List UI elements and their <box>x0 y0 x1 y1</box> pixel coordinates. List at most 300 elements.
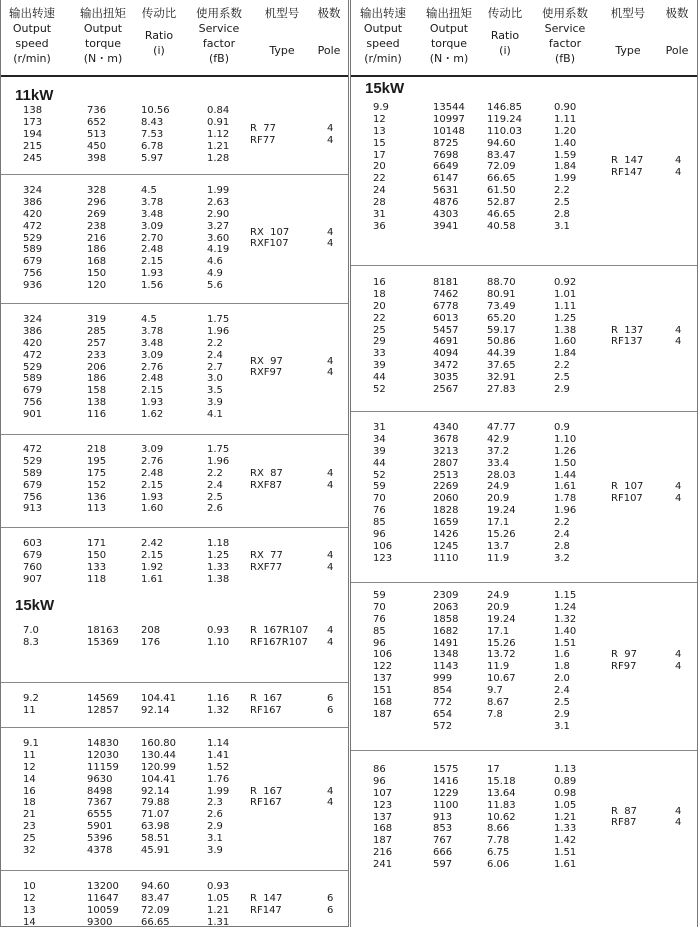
cell-value: 4 <box>327 549 334 561</box>
cell-value: 1.21 <box>207 904 230 916</box>
speed-column <box>373 102 389 233</box>
cell-value: 47.77 <box>487 422 516 433</box>
cell-value: 3.78 <box>141 325 164 337</box>
cell-value: 913 <box>23 503 43 515</box>
header-en: Output <box>83 22 123 35</box>
cell-value: 1.96 <box>207 325 230 337</box>
type-column <box>611 325 643 349</box>
power-heading: 11kW <box>15 87 54 104</box>
ratio-column <box>141 314 163 421</box>
cell-value: R 147 <box>250 892 283 904</box>
cell-value: 1.61 <box>554 859 577 871</box>
cell-value: 14569 <box>87 693 119 704</box>
cell-value: 2.76 <box>141 455 164 467</box>
service-factor-column <box>554 277 576 396</box>
cell-value: 216 <box>373 847 393 859</box>
cell-value: RXF87 <box>250 479 283 491</box>
cell-value: 8181 <box>433 277 459 288</box>
cell-value: 1.11 <box>554 300 577 312</box>
header-zh: 输出转速 <box>9 6 55 20</box>
cell-value: 22 <box>373 173 386 185</box>
pole-column <box>327 356 333 380</box>
service-factor-column <box>207 625 229 649</box>
cell-value: 1229 <box>433 787 459 799</box>
header-output-speed <box>353 6 413 66</box>
cell-value: 11 <box>23 749 36 761</box>
cell-value: 936 <box>23 280 43 292</box>
cell-value: 4 <box>327 134 334 146</box>
cell-value: 123 <box>373 552 393 564</box>
cell-value: 7.53 <box>141 128 164 140</box>
cell-value: 13 <box>373 125 386 137</box>
cell-value: 772 <box>433 697 453 709</box>
cell-value: 18 <box>373 288 386 300</box>
cell-value: 2.7 <box>207 361 223 373</box>
speed-column <box>23 444 42 515</box>
type-column <box>250 227 289 251</box>
cell-value: 1.33 <box>554 823 577 835</box>
cell-value: 4.1 <box>207 409 223 421</box>
cell-value: RF97 <box>611 661 637 673</box>
type-column <box>250 468 283 492</box>
table-section <box>351 751 697 931</box>
cell-value: 4 <box>675 805 682 817</box>
cell-value: 7367 <box>87 797 113 809</box>
header-en: Ratio <box>144 29 174 42</box>
cell-value: 7.0 <box>23 625 39 636</box>
cell-value: 0.84 <box>207 105 230 116</box>
cell-value: 113 <box>87 503 107 515</box>
cell-value: 96 <box>373 637 386 649</box>
header-zh: 使用系数 <box>542 6 588 20</box>
cell-value: 58.51 <box>141 833 170 845</box>
cell-value: 116 <box>87 409 107 421</box>
service-factor-column <box>207 693 229 717</box>
header-en: speed <box>366 37 400 50</box>
cell-value: 45.91 <box>141 845 170 857</box>
left-body <box>1 77 348 947</box>
header-output-torque <box>419 6 479 66</box>
type-column <box>611 806 637 830</box>
cell-value: 5396 <box>87 833 113 845</box>
cell-value: 11.9 <box>487 661 510 673</box>
cell-value: R 167R107 <box>250 624 309 636</box>
service-factor-column <box>207 185 229 292</box>
cell-value: 4 <box>327 122 334 134</box>
ratio-column <box>141 444 163 515</box>
cell-value: 2.42 <box>141 538 164 549</box>
cell-value: 1245 <box>433 540 459 552</box>
header-zh: 机型号 <box>610 6 646 20</box>
cell-value: 5.6 <box>207 280 223 292</box>
cell-value: R 167 <box>250 785 283 797</box>
cell-value: 5.97 <box>141 152 164 164</box>
cell-value: 136 <box>87 491 107 503</box>
cell-value: 529 <box>23 455 43 467</box>
cell-value: 19.24 <box>487 613 516 625</box>
ratio-column <box>141 693 176 717</box>
cell-value: 22 <box>373 312 386 324</box>
cell-value: 24.9 <box>487 481 510 493</box>
cell-value: 3.48 <box>141 337 164 349</box>
cell-value: 1.93 <box>141 491 164 503</box>
cell-value: 20.9 <box>487 493 510 505</box>
cell-value: 13.72 <box>487 649 516 661</box>
cell-value: 168 <box>373 823 393 835</box>
header-en: factor <box>548 37 582 50</box>
cell-value: 1.38 <box>207 573 230 585</box>
cell-value: 122 <box>373 661 393 673</box>
type-column <box>250 550 283 574</box>
cell-value: 3.48 <box>141 208 164 220</box>
cell-value: 24.9 <box>487 590 510 601</box>
cell-value: 0.90 <box>554 102 577 113</box>
cell-value: 1.92 <box>141 561 164 573</box>
cell-value: 1.12 <box>207 128 230 140</box>
cell-value: 4 <box>675 336 682 348</box>
cell-value: 216 <box>87 232 107 244</box>
cell-value: 16 <box>23 785 36 797</box>
cell-value: 138 <box>23 105 43 116</box>
cell-value: 1.28 <box>207 152 230 164</box>
cell-value: 44 <box>373 372 386 384</box>
cell-value: 2.4 <box>554 529 570 541</box>
cell-value: 80.91 <box>487 288 516 300</box>
header-zh: 传动比 <box>487 6 523 20</box>
table-section <box>351 77 697 266</box>
cell-value: 1143 <box>433 661 459 673</box>
cell-value: 5901 <box>87 821 113 833</box>
cell-value: 589 <box>23 244 43 256</box>
cell-value: RX 87 <box>250 467 283 479</box>
cell-value: 679 <box>23 549 43 561</box>
cell-value: 13.7 <box>487 540 510 552</box>
pole-column <box>675 481 681 505</box>
cell-value: 1.93 <box>141 397 164 409</box>
pole-column <box>327 227 333 251</box>
cell-value: 0.89 <box>554 775 577 787</box>
cell-value: 2.2 <box>554 517 570 529</box>
torque-column <box>87 185 106 292</box>
cell-value: 529 <box>23 361 43 373</box>
cell-value: 10059 <box>87 904 119 916</box>
header-zh: 机型号 <box>264 6 300 20</box>
cell-value: 9.7 <box>487 685 503 697</box>
cell-value: 2.6 <box>207 809 223 821</box>
cell-value: 10 <box>23 881 36 892</box>
cell-value: 1.40 <box>554 137 577 149</box>
cell-value: R 87 <box>611 805 638 817</box>
header-zh: 输出转速 <box>360 6 406 20</box>
cell-value: 14 <box>23 916 36 928</box>
cell-value: 61.50 <box>487 185 516 197</box>
cell-value: 94.60 <box>141 881 170 892</box>
cell-value: 760 <box>23 561 43 573</box>
cell-value: 119.24 <box>487 113 522 125</box>
cell-value: 106 <box>373 649 393 661</box>
cell-value: 1.56 <box>141 280 164 292</box>
cell-value: 4340 <box>433 422 459 433</box>
cell-value: 1.75 <box>207 444 230 455</box>
cell-value: 1.52 <box>207 761 230 773</box>
cell-value: 2.8 <box>554 540 570 552</box>
cell-value: 1659 <box>433 517 459 529</box>
torque-column <box>87 314 106 421</box>
cell-value: 25 <box>23 833 36 845</box>
cell-value: 9630 <box>87 773 113 785</box>
cell-value: 31 <box>373 422 386 433</box>
cell-value: R 97 <box>611 649 638 661</box>
cell-value: 386 <box>23 196 43 208</box>
power-heading: 15kW <box>15 597 55 614</box>
cell-value: 96 <box>373 775 386 787</box>
cell-value: 398 <box>87 152 107 164</box>
cell-value: 194 <box>23 128 43 140</box>
cell-value: 72.09 <box>141 904 170 916</box>
cell-value: 6649 <box>433 161 459 173</box>
cell-value: 10.56 <box>141 105 170 116</box>
header-en: (fB) <box>554 52 575 65</box>
torque-column <box>87 538 106 586</box>
cell-value: 59 <box>373 481 386 493</box>
header-en: (N・m) <box>429 52 469 65</box>
table-section <box>1 871 348 947</box>
cell-value: 14 <box>23 773 36 785</box>
cell-value: 4 <box>327 226 334 238</box>
cell-value: 269 <box>87 208 107 220</box>
pole-column <box>327 786 333 810</box>
cell-value: 472 <box>23 220 43 232</box>
cell-value: 4 <box>327 561 334 573</box>
cell-value: RF137 <box>611 336 643 348</box>
cell-value: 20 <box>373 300 386 312</box>
cell-value: 854 <box>433 685 453 697</box>
cell-value: 2.90 <box>207 208 230 220</box>
cell-value: 450 <box>87 140 107 152</box>
left-header <box>1 0 348 77</box>
cell-value: 4691 <box>433 336 459 348</box>
cell-value: 37.2 <box>487 445 510 457</box>
cell-value: 1.21 <box>554 811 577 823</box>
cell-value: 6.78 <box>141 140 164 152</box>
cell-value: 5457 <box>433 324 459 336</box>
cell-value: 4.5 <box>141 314 157 325</box>
ratio-column <box>141 881 170 929</box>
torque-column <box>433 764 458 871</box>
header-en: (r/min) <box>13 52 51 65</box>
cell-value: 679 <box>23 479 43 491</box>
cell-value: RF167R107 <box>250 636 308 648</box>
service-factor-column <box>207 538 229 586</box>
cell-value: RF147 <box>611 167 643 179</box>
cell-value: 3.1 <box>207 833 223 845</box>
cell-value: 66.65 <box>487 173 516 185</box>
cell-value: 9.9 <box>373 102 389 113</box>
cell-value: 28.03 <box>487 469 516 481</box>
cell-value: 66.65 <box>141 916 170 928</box>
cell-value: 36 <box>373 220 386 232</box>
cell-value: 1.93 <box>141 268 164 280</box>
table-section <box>1 435 348 528</box>
cell-value: 6147 <box>433 173 459 185</box>
cell-value: 2.48 <box>141 373 164 385</box>
cell-value: R 167 <box>250 692 283 704</box>
cell-value: 92.14 <box>141 785 170 797</box>
cell-value: 32 <box>23 845 36 857</box>
cell-value: 257 <box>87 337 107 349</box>
header-en: Output <box>429 22 469 35</box>
pole-column <box>327 693 333 717</box>
cell-value: 8.43 <box>141 116 164 128</box>
cell-value: 73.49 <box>487 300 516 312</box>
cell-value: 4876 <box>433 197 459 209</box>
pole-column <box>675 325 681 349</box>
cell-value: 1.31 <box>207 916 230 928</box>
cell-value: 1.60 <box>141 503 164 515</box>
cell-value: R 107 <box>611 481 644 493</box>
cell-value: 2.9 <box>554 384 570 396</box>
cell-value: 16 <box>373 277 386 288</box>
header-en: Output <box>363 22 403 35</box>
cell-value: 2.3 <box>207 797 223 809</box>
cell-value: 2.5 <box>207 491 223 503</box>
cell-value: 106 <box>373 540 393 552</box>
cell-value: 8.3 <box>23 636 39 648</box>
cell-value: 4 <box>327 367 334 379</box>
cell-value: 2.5 <box>554 197 570 209</box>
cell-value: 666 <box>433 847 453 859</box>
ratio-column <box>487 102 522 233</box>
cell-value: 1858 <box>433 613 459 625</box>
torque-column <box>87 738 119 857</box>
cell-value: 2.76 <box>141 361 164 373</box>
cell-value: 999 <box>433 673 453 685</box>
cell-value: 17 <box>487 764 500 775</box>
ratio-column <box>487 590 516 721</box>
ratio-column <box>141 105 170 164</box>
cell-value: 2060 <box>433 493 459 505</box>
cell-value: 0.93 <box>207 881 230 892</box>
cell-value: 15.26 <box>487 529 516 541</box>
cell-value: 83.47 <box>487 149 516 161</box>
table-section <box>1 597 348 683</box>
cell-value: 1.01 <box>554 288 577 300</box>
cell-value: 137 <box>373 673 393 685</box>
cell-value: 130.44 <box>141 749 176 761</box>
cell-value: 1.33 <box>207 561 230 573</box>
cell-value: 152 <box>87 479 107 491</box>
cell-value: 15369 <box>87 636 119 648</box>
cell-value: 1.10 <box>207 636 230 648</box>
header-ratio <box>135 6 183 58</box>
type-column <box>611 649 637 673</box>
header-output-torque <box>73 6 133 66</box>
cell-value: 4094 <box>433 348 459 360</box>
cell-value: 1.84 <box>554 161 577 173</box>
cell-value: 756 <box>23 397 43 409</box>
header-en: Type <box>269 44 295 57</box>
cell-value: 138 <box>87 397 107 409</box>
cell-value: 8.66 <box>487 823 510 835</box>
speed-column <box>373 590 392 721</box>
cell-value: 324 <box>23 185 43 196</box>
speed-column <box>23 314 42 421</box>
cell-value: 1.51 <box>554 847 577 859</box>
header-en: (i) <box>153 44 165 57</box>
cell-value: 2.5 <box>554 697 570 709</box>
cell-value: 3.2 <box>554 552 570 564</box>
cell-value: 1.05 <box>207 892 230 904</box>
cell-value: 175 <box>87 467 107 479</box>
ratio-column <box>141 538 163 586</box>
cell-value: 1.10 <box>554 433 577 445</box>
cell-value: 2.4 <box>207 349 223 361</box>
left-table <box>0 0 349 927</box>
cell-value: 18 <box>23 797 36 809</box>
cell-value: 853 <box>433 823 453 835</box>
service-factor-column <box>554 102 576 233</box>
cell-value: 76 <box>373 613 386 625</box>
cell-value: 4 <box>327 797 334 809</box>
cell-value: 1.99 <box>207 185 230 196</box>
header-service-factor <box>535 6 595 66</box>
header-pole <box>657 6 697 58</box>
cell-value: 96 <box>373 529 386 541</box>
cell-value: 296 <box>87 196 107 208</box>
cell-value: 1828 <box>433 505 459 517</box>
cell-value: 1575 <box>433 764 459 775</box>
cell-value: 11 <box>23 704 36 716</box>
type-column <box>250 786 282 810</box>
cell-value: 176 <box>141 636 161 648</box>
cell-value: 2.2 <box>207 467 223 479</box>
cell-value: 11647 <box>87 892 119 904</box>
cell-value: 1.50 <box>554 457 577 469</box>
type-column <box>611 481 643 505</box>
cell-value: 1.6 <box>554 649 570 661</box>
cell-value: 2807 <box>433 457 459 469</box>
cell-value: 33 <box>373 348 386 360</box>
cell-value: 3.1 <box>554 720 570 732</box>
cell-value: 1.25 <box>207 549 230 561</box>
cell-value: 85 <box>373 625 386 637</box>
cell-value: 3.60 <box>207 232 230 244</box>
ratio-column <box>141 185 163 292</box>
service-factor-column <box>554 422 576 565</box>
cell-value: 15.18 <box>487 775 516 787</box>
cell-value: 0.93 <box>207 625 230 636</box>
cell-value: 2.9 <box>207 821 223 833</box>
cell-value: 1.76 <box>207 773 230 785</box>
cell-value: 1.42 <box>554 835 577 847</box>
cell-value: 10148 <box>433 125 465 137</box>
table-section <box>1 528 348 597</box>
cell-value: 7698 <box>433 149 459 161</box>
cell-value: 2.6 <box>207 503 223 515</box>
cell-value: 208 <box>141 625 161 636</box>
speed-column <box>23 538 42 586</box>
table-section <box>1 728 348 871</box>
cell-value: 1.20 <box>554 125 577 137</box>
cell-value: 150 <box>87 268 107 280</box>
cell-value: 4 <box>327 636 334 648</box>
cell-value: 168 <box>87 256 107 268</box>
cell-value: 1426 <box>433 529 459 541</box>
speed-column <box>23 693 39 717</box>
cell-value: 12 <box>23 892 36 904</box>
speed-column <box>373 764 392 871</box>
cell-value: 34 <box>373 433 386 445</box>
